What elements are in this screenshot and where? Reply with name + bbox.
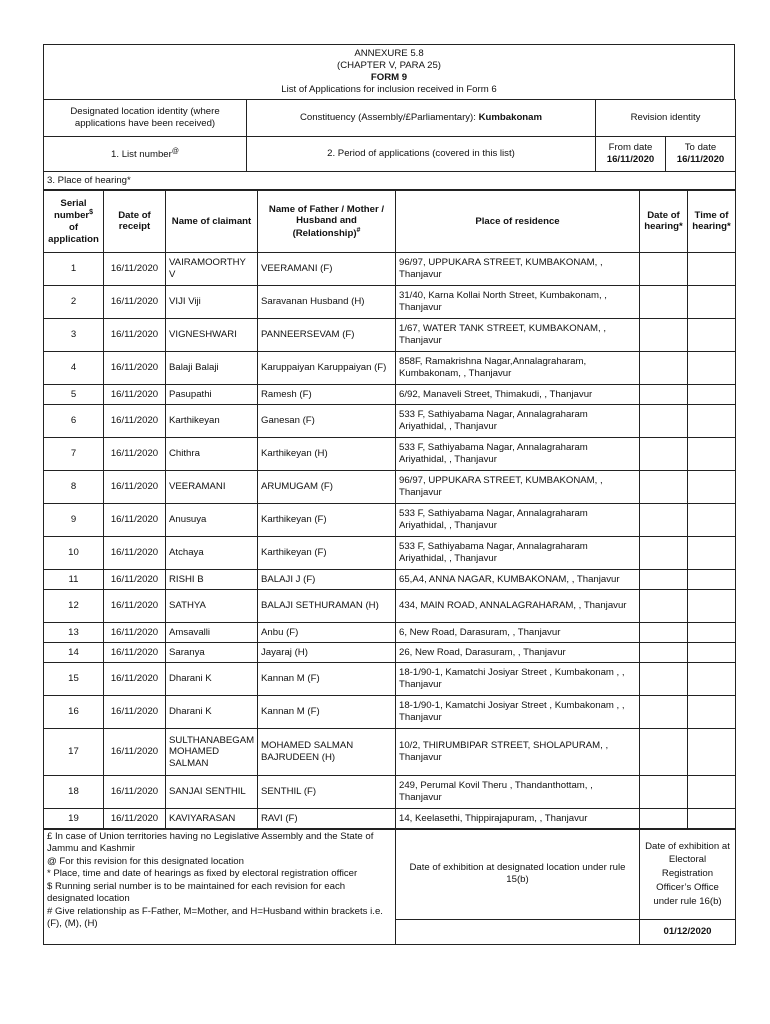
row-claimant: KAVIYARASAN (166, 808, 258, 828)
row-date-hearing (640, 662, 688, 695)
row-serial: 15 (44, 662, 104, 695)
table-row (44, 503, 736, 536)
row-claimant: Dharani K (166, 662, 258, 695)
exhibition-location-label: Date of exhibition at designated location under rule 15(b) (396, 829, 640, 919)
table-row (44, 285, 736, 318)
row-serial: 11 (44, 569, 104, 589)
row-serial: 6 (44, 404, 104, 437)
row-serial: 7 (44, 437, 104, 470)
row-date-receipt: 16/11/2020 (104, 285, 166, 318)
row-serial: 13 (44, 622, 104, 642)
to-date-cell (666, 136, 736, 171)
form-subtitle: List of Applications for inclusion received in Form 6 (281, 83, 497, 95)
list-number-label: 1. List number (111, 148, 172, 160)
table-row (44, 622, 736, 642)
row-date-hearing (640, 589, 688, 622)
row-time-hearing (688, 318, 736, 351)
row-serial: 4 (44, 351, 104, 384)
row-claimant: Anusuya (166, 503, 258, 536)
row-date-receipt: 16/11/2020 (104, 470, 166, 503)
row-relation: Karthikeyan (F) (258, 536, 396, 569)
row-residence: 6/92, Manaveli Street, Thimakudi, , Thanjavur (396, 384, 640, 404)
col-serial: Serial number$ of application (44, 190, 104, 252)
row-residence: 533 F, Sathiyabama Nagar, Annalagraharam Ariyathidal, , Thanjavur (396, 404, 640, 437)
row-relation: Karthikeyan (F) (258, 503, 396, 536)
row-serial: 14 (44, 642, 104, 662)
list-number-sup: @ (171, 147, 179, 155)
row-date-receipt: 16/11/2020 (104, 437, 166, 470)
form-title: FORM 9 (370, 71, 408, 83)
row-serial: 17 (44, 728, 104, 775)
row-date-receipt: 16/11/2020 (104, 404, 166, 437)
constituency-cell (247, 99, 596, 136)
row-residence: 31/40, Karna Kollai North Street, Kumbakonam, , Thanjavur (396, 285, 640, 318)
row-relation: Ganesan (F) (258, 404, 396, 437)
row-relation: BALAJI SETHURAMAN (H) (258, 589, 396, 622)
row-relation: MOHAMED SALMAN BAJRUDEEN (H) (258, 728, 396, 775)
to-date-value: 16/11/2020 (676, 153, 725, 165)
row-date-hearing (640, 622, 688, 642)
row-serial: 18 (44, 775, 104, 808)
row-residence: 1/67, WATER TANK STREET, KUMBAKONAM, , Thanjavur (396, 318, 640, 351)
row-date-receipt: 16/11/2020 (104, 252, 166, 285)
revision-identity-label: Revision identity (596, 99, 736, 136)
applications-table (43, 190, 736, 829)
row-serial: 2 (44, 285, 104, 318)
row-time-hearing (688, 470, 736, 503)
row-relation: Kannan M (F) (258, 662, 396, 695)
table-row (44, 384, 736, 404)
constituency-value: Kumbakonam (478, 112, 543, 124)
table-row (44, 318, 736, 351)
row-claimant: VIJI Viji (166, 285, 258, 318)
row-relation: Kannan M (F) (258, 695, 396, 728)
row-residence: 533 F, Sathiyabama Nagar, Annalagraharam Ariyathidal, , Thanjavur (396, 503, 640, 536)
row-residence: 6, New Road, Darasuram, , Thanjavur (396, 622, 640, 642)
row-claimant: Saranya (166, 642, 258, 662)
row-relation: Anbu (F) (258, 622, 396, 642)
row-claimant: Dharani K (166, 695, 258, 728)
row-date-hearing (640, 728, 688, 775)
row-claimant: SANJAI SENTHIL (166, 775, 258, 808)
from-date-cell (596, 136, 666, 171)
row-date-receipt: 16/11/2020 (104, 589, 166, 622)
row-date-hearing (640, 470, 688, 503)
row-serial: 5 (44, 384, 104, 404)
from-date-label: From date (608, 142, 653, 154)
row-date-receipt: 16/11/2020 (104, 808, 166, 828)
annexure-title: ANNEXURE 5.8 (354, 48, 424, 59)
row-time-hearing (688, 351, 736, 384)
footnote-4: $ Running serial number is to be maintained for each revision for each designated location (47, 880, 346, 905)
to-date-label: To date (684, 142, 717, 154)
row-time-hearing (688, 285, 736, 318)
table-row (44, 662, 736, 695)
row-date-receipt: 16/11/2020 (104, 569, 166, 589)
row-relation: Jayaraj (H) (258, 642, 396, 662)
exhibition-ero-label: Date of exhibition at Electoral Registration Officer’s Office under rule 16(b) (640, 829, 736, 919)
applications-body (44, 252, 736, 828)
row-time-hearing (688, 589, 736, 622)
row-claimant: SATHYA (166, 589, 258, 622)
table-row (44, 589, 736, 622)
row-time-hearing (688, 695, 736, 728)
row-claimant: Pasupathi (166, 384, 258, 404)
table-row (44, 808, 736, 828)
row-date-receipt: 16/11/2020 (104, 662, 166, 695)
table-row (44, 252, 736, 285)
row-serial: 16 (44, 695, 104, 728)
row-time-hearing (688, 384, 736, 404)
col-time-hearing: Time of hearing* (688, 190, 736, 252)
footnotes (44, 829, 396, 944)
row-serial: 1 (44, 252, 104, 285)
row-date-hearing (640, 404, 688, 437)
row-date-hearing (640, 642, 688, 662)
footnote-2: @ For this revision for this designated location (47, 855, 244, 867)
list-number-cell (44, 136, 247, 171)
exhibition-ero-date: 01/12/2020 (640, 919, 736, 944)
col-claimant: Name of claimant (166, 190, 258, 252)
row-time-hearing (688, 252, 736, 285)
table-row (44, 536, 736, 569)
row-serial: 10 (44, 536, 104, 569)
row-date-hearing (640, 775, 688, 808)
col-date-hearing: Date of hearing* (640, 190, 688, 252)
row-claimant: RISHI B (166, 569, 258, 589)
footnote-3: * Place, time and date of hearings as fixed by electoral registration officer (47, 868, 358, 880)
row-relation: Saravanan Husband (H) (258, 285, 396, 318)
row-claimant: Amsavalli (166, 622, 258, 642)
row-date-hearing (640, 318, 688, 351)
col-relation: Name of Father / Mother / Husband and (Relationship)# (258, 190, 396, 252)
row-date-hearing (640, 384, 688, 404)
row-relation: BALAJI J (F) (258, 569, 396, 589)
row-time-hearing (688, 662, 736, 695)
row-date-receipt: 16/11/2020 (104, 503, 166, 536)
row-residence: 10/2, THIRUMBIPAR STREET, SHOLAPURAM, , Thanjavur (396, 728, 640, 775)
constituency-label: Constituency (Assembly/£Parliamentary): (299, 112, 476, 124)
row-date-hearing (640, 252, 688, 285)
row-time-hearing (688, 775, 736, 808)
footnote-5: # Give relationship as F-Father, M=Mother, and H=Husband within brackets i.e. (F), (M), (H) (47, 905, 383, 930)
row-residence: 18-1/90-1, Kamatchi Josiyar Street , Kumbakonam , , Thanjavur (396, 662, 640, 695)
row-residence: 18-1/90-1, Kamatchi Josiyar Street , Kumbakonam , , Thanjavur (396, 695, 640, 728)
row-date-receipt: 16/11/2020 (104, 695, 166, 728)
footer-table (43, 829, 736, 945)
row-claimant: VEERAMANI (166, 470, 258, 503)
row-claimant: Atchaya (166, 536, 258, 569)
row-relation: ARUMUGAM (F) (258, 470, 396, 503)
row-date-hearing (640, 536, 688, 569)
row-date-hearing (640, 808, 688, 828)
row-date-hearing (640, 351, 688, 384)
row-date-receipt: 16/11/2020 (104, 351, 166, 384)
row-date-receipt: 16/11/2020 (104, 536, 166, 569)
table-row (44, 695, 736, 728)
row-time-hearing (688, 536, 736, 569)
row-relation: VEERAMANI (F) (258, 252, 396, 285)
table-row (44, 569, 736, 589)
row-date-receipt: 16/11/2020 (104, 622, 166, 642)
meta-table (43, 99, 736, 190)
row-time-hearing (688, 404, 736, 437)
row-date-hearing (640, 569, 688, 589)
from-date-value: 16/11/2020 (606, 153, 655, 165)
col-residence: Place of residence (396, 190, 640, 252)
row-residence: 96/97, UPPUKARA STREET, KUMBAKONAM, , Thanjavur (396, 252, 640, 285)
row-claimant: Balaji Balaji (166, 351, 258, 384)
row-time-hearing (688, 642, 736, 662)
row-date-receipt: 16/11/2020 (104, 728, 166, 775)
row-relation: SENTHIL (F) (258, 775, 396, 808)
exhibition-location-date (396, 919, 640, 944)
table-row (44, 642, 736, 662)
row-serial: 9 (44, 503, 104, 536)
table-row (44, 728, 736, 775)
row-time-hearing (688, 728, 736, 775)
row-date-receipt: 16/11/2020 (104, 775, 166, 808)
row-date-hearing (640, 285, 688, 318)
row-time-hearing (688, 569, 736, 589)
row-date-hearing (640, 437, 688, 470)
row-relation: PANNEERSEVAM (F) (258, 318, 396, 351)
row-claimant: SULTHANABEGAM MOHAMED SALMAN (166, 728, 258, 775)
row-claimant: Chithra (166, 437, 258, 470)
row-residence: 533 F, Sathiyabama Nagar, Annalagraharam Ariyathidal, , Thanjavur (396, 437, 640, 470)
row-residence: 434, MAIN ROAD, ANNALAGRAHARAM, , Thanjavur (396, 589, 640, 622)
place-of-hearing-label: 3. Place of hearing* (44, 171, 736, 189)
row-date-hearing (640, 503, 688, 536)
row-date-hearing (640, 695, 688, 728)
row-serial: 12 (44, 589, 104, 622)
row-time-hearing (688, 437, 736, 470)
row-residence: 96/97, UPPUKARA STREET, KUMBAKONAM, , Thanjavur (396, 470, 640, 503)
table-row (44, 404, 736, 437)
table-row (44, 437, 736, 470)
row-claimant: VIGNESHWARI (166, 318, 258, 351)
table-row (44, 351, 736, 384)
footnote-1: £ In case of Union territories having no Legislative Assembly and the State of Jammu and Kashmir (47, 830, 374, 855)
row-residence: 249, Perumal Kovil Theru , Thandanthottam, , Thanjavur (396, 775, 640, 808)
period-label: 2. Period of applications (covered in this list) (247, 136, 596, 171)
title-block (43, 44, 735, 99)
row-relation: RAVI (F) (258, 808, 396, 828)
row-residence: 65,A4, ANNA NAGAR, KUMBAKONAM, , Thanjavur (396, 569, 640, 589)
row-claimant: VAIRAMOORTHY V (166, 252, 258, 285)
row-relation: Ramesh (F) (258, 384, 396, 404)
row-date-receipt: 16/11/2020 (104, 642, 166, 662)
row-claimant: Karthikeyan (166, 404, 258, 437)
col-date-receipt: Date of receipt (104, 190, 166, 252)
row-residence: 26, New Road, Darasuram, , Thanjavur (396, 642, 640, 662)
row-residence: 14, Keelasethi, Thippirajapuram, , Thanjavur (396, 808, 640, 828)
row-date-receipt: 16/11/2020 (104, 318, 166, 351)
table-row (44, 470, 736, 503)
row-serial: 19 (44, 808, 104, 828)
row-relation: Karthikeyan (H) (258, 437, 396, 470)
row-time-hearing (688, 808, 736, 828)
row-serial: 3 (44, 318, 104, 351)
row-residence: 858F, Ramakrishna Nagar,Annalagraharam, Kumbakonam, , Thanjavur (396, 351, 640, 384)
row-time-hearing (688, 622, 736, 642)
designated-location-label: Designated location identity (where applications have been received) (44, 99, 247, 136)
row-relation: Karuppaiyan Karuppaiyan (F) (258, 351, 396, 384)
chapter-reference: (CHAPTER V, PARA 25) (337, 59, 441, 71)
table-row (44, 775, 736, 808)
row-residence: 533 F, Sathiyabama Nagar, Annalagraharam Ariyathidal, , Thanjavur (396, 536, 640, 569)
form-9-page (43, 44, 735, 945)
row-serial: 8 (44, 470, 104, 503)
row-time-hearing (688, 503, 736, 536)
row-date-receipt: 16/11/2020 (104, 384, 166, 404)
table-header-row (44, 190, 736, 252)
